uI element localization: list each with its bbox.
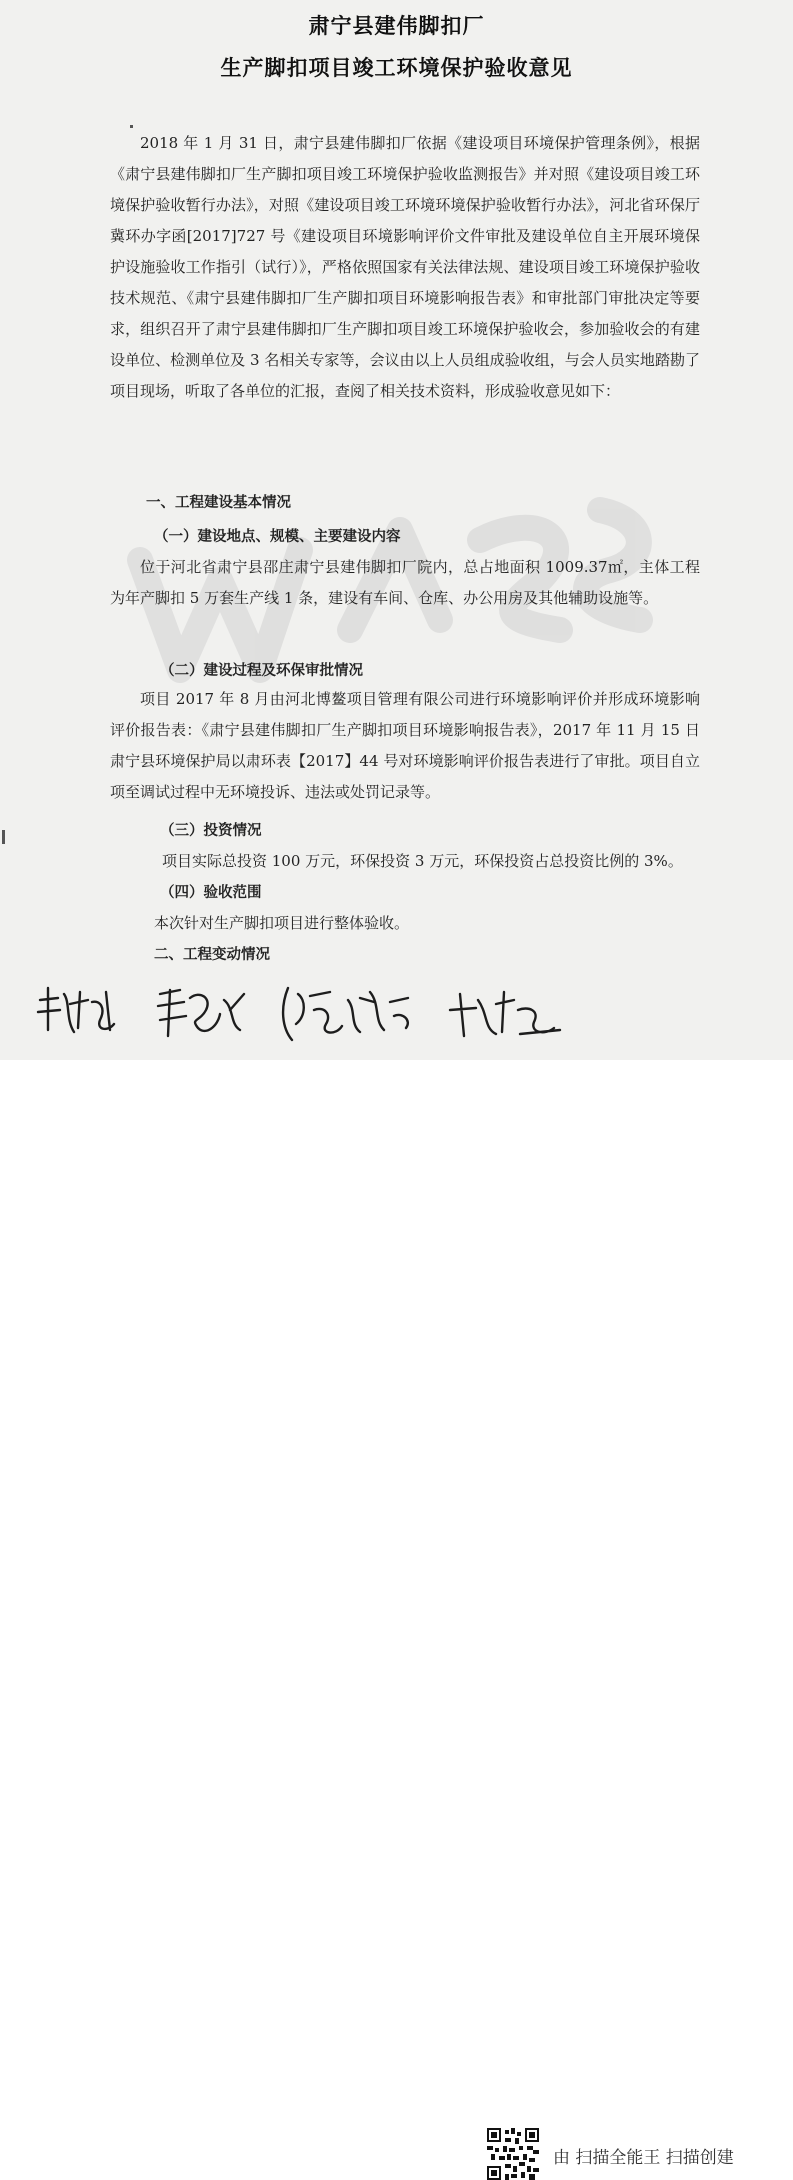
- sub2-text: 项目 2017 年 8 月由河北博鳌项目管理有限公司进行环境影响评价并形成环境影响评价报告表：《肃宁县建伟脚扣厂生产脚扣项目环境影响报告表》，2017 年 11 月 15 日肃宁县环境保护局以肃环表【2017】44 号对环境影响评价报告表进行了审批。项目自立项至调试过程中无环境投诉、违法或处罚记录等。: [110, 690, 700, 801]
- document-title-line1: 肃宁县建伟脚扣厂: [308, 14, 485, 38]
- sub3-text: 项目实际总投资 100 万元，环保投资 3 万元，环保投资占总投资比例的 3%。: [162, 852, 683, 870]
- sub3-heading: （三）投资情况: [160, 823, 262, 839]
- scan-speck: [130, 125, 133, 128]
- scan-artifact: [2, 830, 5, 844]
- sections-block: [110, 470, 700, 963]
- section2-heading: 二、工程变动情况: [154, 947, 270, 963]
- sub1-body: [110, 552, 700, 614]
- sub4-text: 本次针对生产脚扣项目进行整体验收。: [154, 914, 410, 932]
- scanner-credit-text: 由 扫描全能王 扫描创建: [553, 2148, 734, 2168]
- qr-code-icon: [487, 2128, 539, 2180]
- sub2-body: [110, 684, 700, 808]
- intro-paragraph: [110, 128, 700, 407]
- document-title-line2: 生产脚扣项目竣工环境保护验收意见: [220, 56, 573, 80]
- scanner-footer: [0, 1060, 793, 2168]
- section1-heading: 一、工程建设基本情况: [146, 495, 291, 511]
- sub2-heading: （二）建设过程及环保审批情况: [160, 663, 363, 679]
- scanned-page: [0, 0, 793, 1060]
- sub4-heading: （四）验收范围: [160, 885, 262, 901]
- sub1-heading: （一）建设地点、规模、主要建设内容: [154, 529, 401, 545]
- handwritten-signatures: [30, 980, 570, 1050]
- sub1-text: 位于河北省肃宁县邵庄肃宁县建伟脚扣厂院内，总占地面积 1009.37㎡，主体工程为年产脚扣 5 万套生产线 1 条，建设有车间、仓库、办公用房及其他辅助设施等。: [110, 558, 700, 607]
- intro-text: 2018 年 1 月 31 日，肃宁县建伟脚扣厂依据《建设项目环境保护管理条例》，根据《肃宁县建伟脚扣厂生产脚扣项目竣工环境保护验收监测报告》并对照《建设项目竣工环境保护验收暂行办法》，对照《建设项目竣工环境环境保护验收暂行办法》，河北省环保厅冀环办字函[2017]727 号《建设项目环境影响评价文件审批及建设单位自主开展环境保护设施验收工作指引（试行）》，严格依照国家有关法律法规、建设项目竣工环境保护验收技术规范、《肃宁县建伟脚扣厂生产脚扣项目环境影响报告表》和审批部门审批决定等要求，组织召开了肃宁县建伟脚扣厂生产脚扣项目竣工环境保护验收会，参加验收会的有建设单位、检测单位及 3 名相关专家等，会议由以上人员组成验收组，与会人员实地踏勘了项目现场，听取了各单位的汇报，查阅了相关技术资料，形成验收意见如下：: [110, 134, 700, 400]
